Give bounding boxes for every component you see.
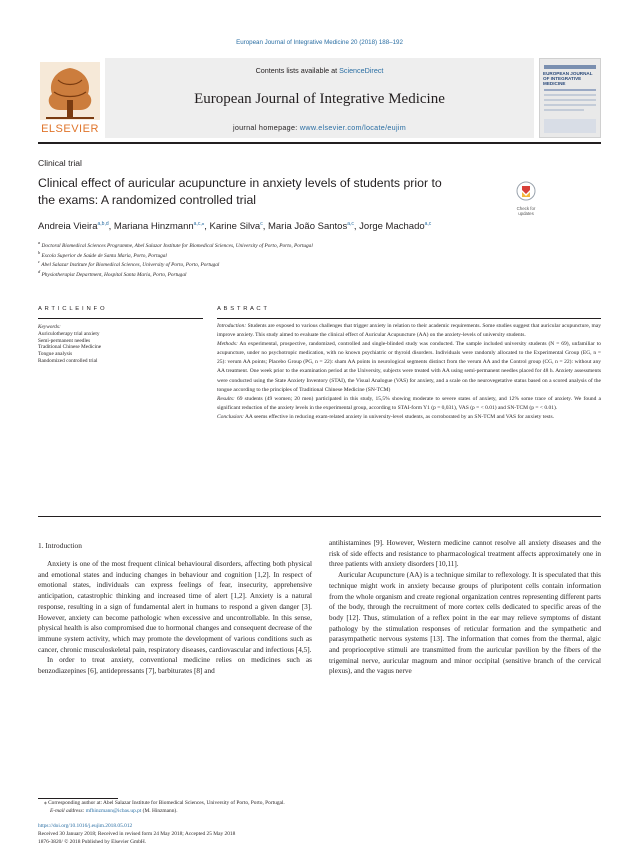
elsevier-logo[interactable] xyxy=(38,60,102,138)
body-paragraph: antihistamines [9]. However, Western medicine cannot resolve all anxiety diseases and the risk of side effects and resistance to pharmacological treatment affects approximately one in three patients with anxiety disorders [10,11]. xyxy=(329,539,601,569)
journal-cover-thumbnail[interactable] xyxy=(539,58,601,138)
affiliation-line: $^c$ Abel Salazar Institute for Biomedical Sciences, University of Porto, Porto, Portugal xyxy=(38,259,220,268)
author-sup[interactable]: a,c,⁎ xyxy=(193,221,205,227)
keyword-item[interactable]: Tongue analysis xyxy=(38,351,73,358)
author-name[interactable]: Mariana Hinzmann xyxy=(113,221,194,233)
abstract-methods: Methods: An experimental, prospective, randomized, controlled and single-blinded study was conducted. The sample included university students (N = 69), unfamiliar to acupuncture, under no psychotropic medication, with no known psychiatric or thyroid disorders. Individuals were randomly allocated to the Experimental Group (EG, n = 25): verum AA points; Placebo Group (PG, n = 22): sham AA points in neurological segments distinct from the verum AA and the Control group (CG, n = 22): without any AA treatment. One week prior to the examination period at the University, subjects were treated with AA using semi-permanent needles placed for 48 h. Anxiety assessments were conducted using the State Anxiety Inventory (STAI), the Visual Analogue (VAS) for anxiety, and a scale on the neurovegetative status based on a scored analysis of the tongue according to the principles of Traditional Chinese Medicine (SN-TCM) xyxy=(217,341,601,393)
masthead-rule xyxy=(38,142,601,144)
abstract-body xyxy=(217,322,601,422)
author-name[interactable]: Karine Silva xyxy=(209,221,261,233)
affiliation-line: $^d$ Physiotherapist Department, Hospital Santa Maria, Porto, Portugal xyxy=(38,268,187,278)
journal-title: European Journal of Integrative Medicine xyxy=(194,91,445,107)
crossmark-label: Check for updates xyxy=(516,206,536,216)
sciencedirect-link[interactable]: ScienceDirect xyxy=(339,66,384,75)
abstract-results: Results: 69 students (49 women; 20 men) participated in this study, 15,5% showing moderate to severe states of anxiety, and 12% some trace of anxiety. We found a significant reduction of the anxiety levels in the experimental group, according to STAI-form Y1 (p = 0,031), VAS (p = < 0.01) and SN-TCM (p = < 0.01). xyxy=(217,395,601,411)
keywords-block xyxy=(38,324,101,365)
keyword-item[interactable]: Semi-permanent needles xyxy=(38,337,91,344)
cover-title: EUROPEAN JOURNAL OF INTEGRATIVE MEDICINE xyxy=(543,71,593,86)
affiliations xyxy=(38,240,313,278)
journal-citation-link[interactable]: European Journal of Integrative Medicine 20 (2018) 188–192 xyxy=(236,39,403,46)
abstract-heading: A B S T R A C T xyxy=(217,306,268,312)
crossmark-icon xyxy=(511,181,541,201)
body-paragraph: Anxiety is one of the most frequent clinical behavioural disorders, affecting both physical and emotional states and inducing changes in behaviour and cognition [1,2]. In respect of emotional states, individuals can express feelings of fear, insecurity, apprehensive anticipation, catastrophic thinking and increased time of alert [1,2]. Anxiety is a natural response, resulting in a sign of fundamental alert in humans to respond a given danger [3]. However, anxiety can become pathologic when excessive and uncontrollable. In this sense, physical health is also compromised due to hormonal changes and consequent decrease of the immune system activity, which may promote the development of various conditions such as cancer, chronic musculoskeletal pain, respiratory diseases, cardiovascular and infectious [4,5]. xyxy=(38,560,312,654)
keyword-item[interactable]: Randomized controlled trial xyxy=(38,357,98,364)
author-name[interactable]: Jorge Machado xyxy=(359,221,425,233)
author-sup[interactable]: c xyxy=(260,221,263,227)
article-info-heading: A R T I C L E I N F O xyxy=(38,306,106,312)
abstract-bottom-rule xyxy=(38,516,601,517)
crossmark-button[interactable] xyxy=(511,181,541,216)
section-heading: 1. Introduction xyxy=(38,541,82,550)
author-list: Andreia Vieira$^{a,b,d}$, Mariana Hinzmann$^{a,c,⁎}$, Karine Silva$^c$, Maria João Santos$^{a,c}$, Jorge Machado$^{a,c}$ xyxy=(38,221,432,233)
article-type: Clinical trial xyxy=(38,158,82,168)
affiliation-line: $^a$ Doctoral Biomedical Sciences Programme, Abel Salazar Institute for Biomedical Sciences, University of Porto, Porto, Portugal xyxy=(38,240,313,249)
body-paragraph: In order to treat anxiety, conventional medicine relies on medicines such as benzodiazepines [6], antidepressants [7], barbiturates [8] and xyxy=(38,656,312,676)
body-right-column xyxy=(329,538,601,677)
article-title: Clinical effect of auricular acupuncture in anxiety levels of students prior to the exams: A randomized controlled trial xyxy=(38,176,442,207)
email-footnote: E-mail address: mfhinzmann@icbas.up.pt (M. Hinzmann). xyxy=(50,808,178,814)
info-rule xyxy=(38,318,203,319)
body-paragraph: Auricular Acupuncture (AA) is a technique similar to reflexology. It is speculated that this technique might work in anxiety because groups of pluripotent cells contain information from the whole organism and create regional organization centres representing different parts of the body, through the recruitment of more cortex cells dedicated to specific areas of the body [12]. Thus, stimulation of a reflex point in the ear may relieve symptoms of distant pathology by the stimulation responses of reticular formation and the sympathetic and parasympathetic nervous systems [13]. The information that comes from the thermal, algic and proprioceptive stimuli are transmitted from the auricular pavilion by the fibers of the trigeminal nerve, auricular magnum and minor occipital (sensitive branch of the cervical plexus), and the vagus nerve xyxy=(329,571,601,676)
copyright-line: 1876-3820/ © 2018 Published by Elsevier GmbH. xyxy=(38,839,147,845)
keyword-item[interactable]: Auriculotherapy trial anxiety xyxy=(38,330,100,337)
journal-header-box xyxy=(105,58,534,138)
publisher-wordmark: ELSEVIER xyxy=(41,123,99,135)
author-name[interactable]: Maria João Santos xyxy=(267,221,348,233)
received-dates: Received 30 January 2018; Received in revised form 24 May 2018; Accepted 25 May 2018 xyxy=(38,831,236,837)
homepage-link[interactable]: www.elsevier.com/locate/eujim xyxy=(299,123,407,132)
author-sup[interactable]: a,c xyxy=(347,221,354,227)
abstract-introduction: Introduction: Students are exposed to various challenges that trigger anxiety in relation to their academic requirements. Some studies suggest that auricular acupuncture, may improve anxiety. This study aimed to evaluate the clinical effect of Auricular Acupuncture (AA) on the anxiety-levels of university students. xyxy=(217,323,601,339)
doi-link[interactable]: https://doi.org/10.1016/j.eujim.2018.05.012 xyxy=(38,823,133,829)
keywords-label: Keywords: xyxy=(38,324,61,330)
author-name[interactable]: Andreia Vieira xyxy=(38,221,98,233)
abstract-conclusion: Conclusion: AA seems effective in reducing exam-related anxiety in university-level students, as corroborated by an SN-TCM and VAS for anxiety tests. xyxy=(217,413,554,420)
author-sup[interactable]: a,b,d xyxy=(97,221,109,227)
abstract-rule xyxy=(217,318,601,319)
email-link[interactable]: mfhinzmann@icbas.up.pt xyxy=(85,808,142,814)
contents-line: Contents lists available at ScienceDirect xyxy=(255,66,384,75)
keyword-item[interactable]: Traditional Chinese Medicine xyxy=(38,344,102,351)
corresponding-footnote: ⁎ Corresponding author at: Abel Salazar Institute for Biomedical Sciences, University of Porto, Porto, Portugal. xyxy=(44,800,285,806)
author-sup[interactable]: a,c xyxy=(424,221,432,227)
affiliation-line: $^b$ Escola Superior de Saúde de Santa Maria, Porto, Portugal xyxy=(38,249,167,259)
homepage-line: journal homepage: www.elsevier.com/locate/eujim xyxy=(232,123,407,132)
body-left-column xyxy=(38,559,312,677)
